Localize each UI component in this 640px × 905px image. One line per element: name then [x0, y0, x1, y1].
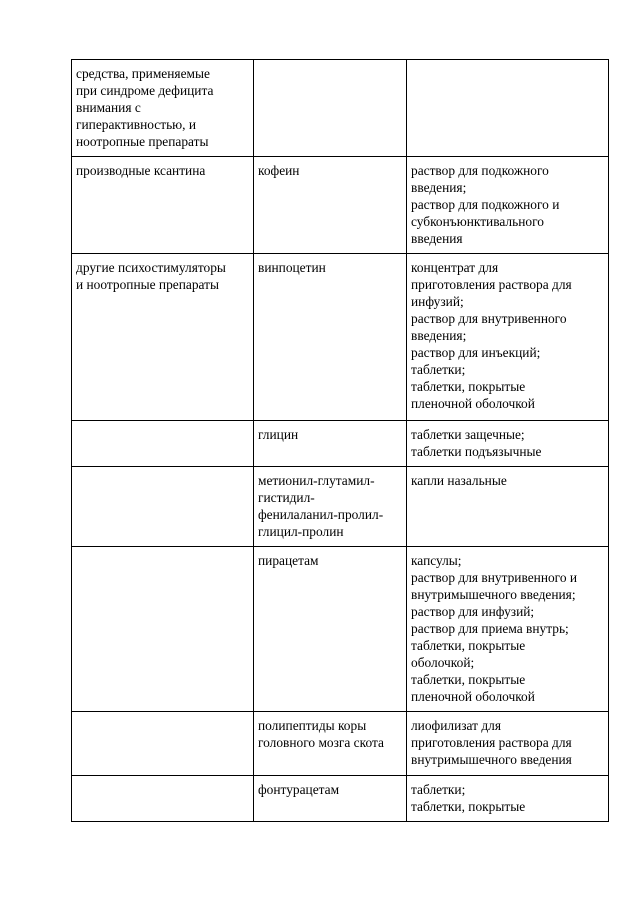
- cell-text-line: введения;: [411, 180, 467, 195]
- cell-text-line: введения: [411, 231, 463, 246]
- group-cell: [72, 467, 254, 547]
- dosage-forms-cell: [407, 157, 609, 254]
- group-cell: [72, 254, 254, 421]
- cell-text-line: раствор для инфузий;: [411, 604, 535, 619]
- cell-text-line: раствор для инъекций;: [411, 345, 541, 360]
- substance-cell: [254, 776, 407, 822]
- cell-text-line: раствор для подкожного: [411, 163, 549, 178]
- table-row: [72, 776, 609, 822]
- cell-text-line: фенилаланил-пролил-: [258, 507, 384, 522]
- cell-text-line: приготовления раствора для: [411, 735, 572, 750]
- cell-text-line: пирацетам: [258, 553, 319, 568]
- cell-text-line: пленочной оболочкой: [411, 689, 535, 704]
- cell-text-line: инфузий;: [411, 294, 464, 309]
- substance-cell: [254, 712, 407, 776]
- dosage-forms-cell: [407, 547, 609, 712]
- substance-cell: [254, 157, 407, 254]
- cell-text-line: таблетки защечные;: [411, 427, 525, 442]
- cell-text-line: субконъюнктивального: [411, 214, 544, 229]
- cell-text-line: раствор для приема внутрь;: [411, 621, 569, 636]
- cell-text-line: концентрат для: [411, 260, 499, 275]
- cell-text-line: внутримышечного введения;: [411, 587, 576, 602]
- cell-text-line: метионил-глутамил-: [258, 473, 375, 488]
- group-cell: [72, 157, 254, 254]
- cell-text-line: гистидил-: [258, 490, 315, 505]
- table-row: [72, 467, 609, 547]
- cell-text-line: раствор для внутривенного: [411, 311, 567, 326]
- cell-text-line: таблетки;: [411, 362, 466, 377]
- cell-text-line: таблетки подъязычные: [411, 444, 542, 459]
- drug-table-body: [72, 60, 609, 822]
- cell-text-line: головного мозга скота: [258, 735, 384, 750]
- cell-text-line: кофеин: [258, 163, 300, 178]
- cell-text-line: ноотропные препараты: [76, 134, 209, 149]
- cell-text-line: таблетки, покрытые: [411, 638, 526, 653]
- cell-text-line: таблетки, покрытые: [411, 799, 526, 814]
- dosage-forms-cell: [407, 60, 609, 157]
- group-cell: [72, 60, 254, 157]
- table-row: [72, 421, 609, 467]
- cell-text-line: гиперактивностью, и: [76, 117, 197, 132]
- substance-cell: [254, 60, 407, 157]
- cell-text-line: другие психостимуляторы: [76, 260, 226, 275]
- table-row: [72, 254, 609, 421]
- cell-text-line: таблетки, покрытые: [411, 672, 526, 687]
- cell-text-line: введения;: [411, 328, 467, 343]
- drug-table: [71, 59, 609, 822]
- cell-text-line: полипептиды коры: [258, 718, 367, 733]
- cell-text-line: глицин: [258, 427, 299, 442]
- table-row: [72, 60, 609, 157]
- cell-text-line: раствор для внутривенного и: [411, 570, 578, 585]
- substance-cell: [254, 254, 407, 421]
- dosage-forms-cell: [407, 421, 609, 467]
- substance-cell: [254, 547, 407, 712]
- cell-text-line: таблетки;: [411, 782, 466, 797]
- dosage-forms-cell: [407, 467, 609, 547]
- dosage-forms-cell: [407, 776, 609, 822]
- cell-text-line: винпоцетин: [258, 260, 326, 275]
- dosage-forms-cell: [407, 712, 609, 776]
- group-cell: [72, 421, 254, 467]
- cell-text-line: фонтурацетам: [258, 782, 340, 797]
- cell-text-line: приготовления раствора для: [411, 277, 572, 292]
- group-cell: [72, 547, 254, 712]
- cell-text-line: производные ксантина: [76, 163, 206, 178]
- substance-cell: [254, 467, 407, 547]
- cell-text-line: глицил-пролин: [258, 524, 344, 539]
- cell-text-line: таблетки, покрытые: [411, 379, 526, 394]
- cell-text-line: внимания с: [76, 100, 141, 115]
- cell-text-line: средства, применяемые: [76, 66, 210, 81]
- table-row: [72, 157, 609, 254]
- table-row: [72, 547, 609, 712]
- table-row: [72, 712, 609, 776]
- cell-text-line: и ноотропные препараты: [76, 277, 219, 292]
- group-cell: [72, 776, 254, 822]
- dosage-forms-cell: [407, 254, 609, 421]
- group-cell: [72, 712, 254, 776]
- cell-text-line: при синдроме дефицита: [76, 83, 214, 98]
- cell-text-line: капли назальные: [411, 473, 507, 488]
- cell-text-line: внутримышечного введения: [411, 752, 572, 767]
- cell-text-line: оболочкой;: [411, 655, 475, 670]
- cell-text-line: пленочной оболочкой: [411, 396, 535, 411]
- substance-cell: [254, 421, 407, 467]
- cell-text-line: капсулы;: [411, 553, 462, 568]
- cell-text-line: раствор для подкожного и: [411, 197, 560, 212]
- cell-text-line: лиофилизат для: [411, 718, 501, 733]
